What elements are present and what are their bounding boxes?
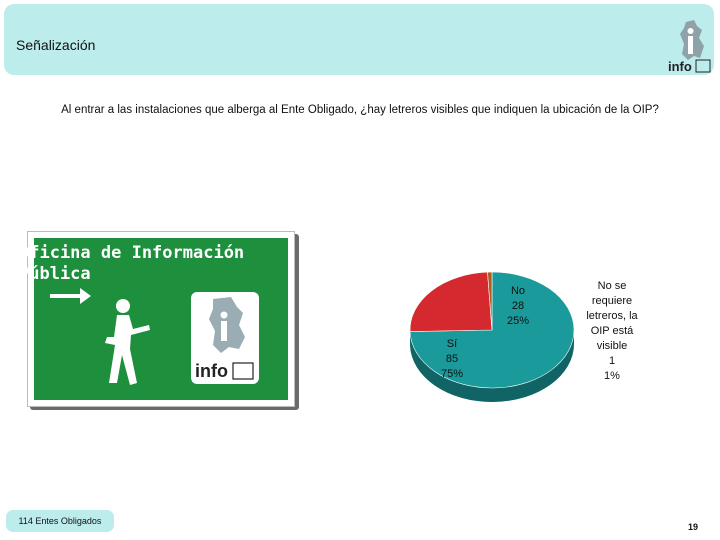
logo-text: info (668, 59, 692, 74)
pie-label-nose-line-3: letreros, la (586, 310, 638, 322)
pie-label-nose-line-2: requiere (591, 295, 633, 307)
sign-title-line-2: Pública (19, 264, 91, 284)
page-title: Señalización (16, 37, 96, 53)
sign-logo-text: info (195, 361, 228, 381)
pie-label-nose-count: 1 (608, 355, 616, 367)
pie-label-no-name: No (510, 285, 526, 297)
pie-label-si (437, 337, 467, 382)
sign-title-line-1: Oficina de Información (19, 243, 245, 263)
pie-label-nose-percent: 1% (604, 370, 620, 382)
header-banner (4, 4, 714, 75)
walking-person-icon (105, 299, 150, 385)
pie-label-si-count: 85 (445, 353, 459, 365)
entes-count-badge: 114 Entes Obligados (6, 510, 114, 532)
pie-label-no-count: 28 (511, 300, 525, 312)
arrow-right-icon (50, 288, 91, 304)
pie-label-si-percent: 75% (440, 368, 464, 380)
pie-label-no-se-requiere (578, 279, 646, 384)
pie-label-nose-line-5: visible (596, 340, 628, 352)
page-number: 19 (688, 522, 699, 532)
pie-label-nose-line-1: No se (597, 280, 627, 292)
pie-label-no (500, 284, 536, 329)
pie-label-no-percent: 25% (506, 315, 530, 327)
survey-question: Al entrar a las instalaciones que alberga al Ente Obligado, ¿hay letreros visibles que indiquen la ubicación de la OIP? (61, 104, 659, 116)
pie-label-nose-line-4: OIP está (590, 325, 634, 337)
info-logo-icon (191, 292, 259, 384)
pie-label-si-name: Sí (446, 338, 458, 350)
pie-slice-no (410, 272, 492, 332)
sign-graphics (33, 237, 293, 397)
info-logo-icon (664, 16, 716, 76)
